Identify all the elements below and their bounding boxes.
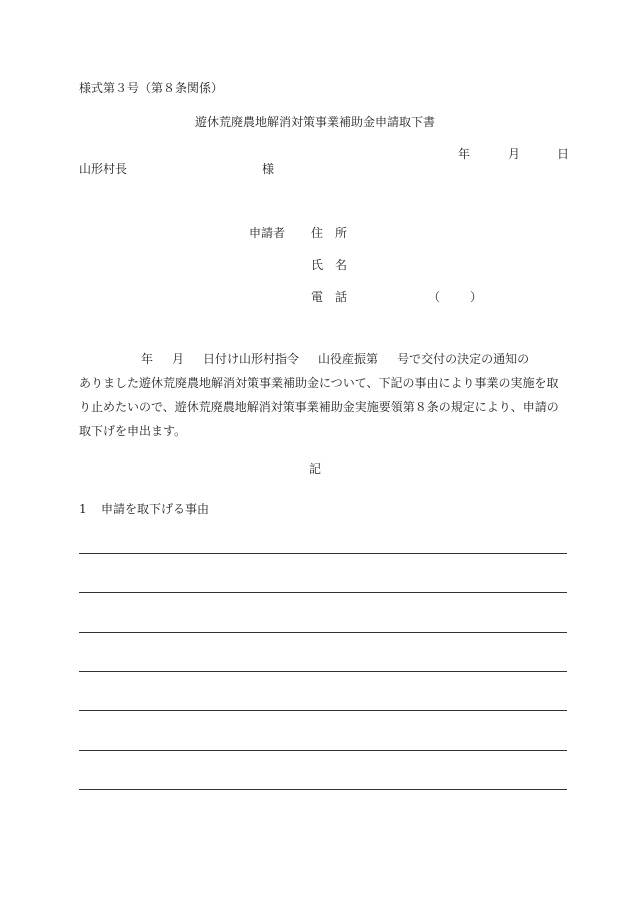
reason-line-5[interactable] [79, 710, 567, 711]
addressee-honorific: 様 [262, 162, 275, 176]
body-line-1 [79, 347, 569, 371]
reason-line-6[interactable] [79, 750, 567, 751]
applicant-address-label: 住 所 [311, 226, 348, 240]
date-month-label: 月 [508, 147, 521, 161]
addressee-name: 山形村長 [79, 162, 128, 176]
reason-line-1[interactable] [79, 553, 567, 554]
reason-line-4[interactable] [79, 671, 567, 672]
form-number: 様式第３号（第８条関係） [79, 81, 224, 95]
section-1-number: 1 [79, 502, 87, 516]
applicant-name-label: 氏 名 [311, 258, 348, 272]
phone-paren-open: （ [428, 290, 441, 304]
reason-line-3[interactable] [79, 632, 567, 633]
section-1-title: 申請を取下げる事由 [101, 502, 210, 516]
body-directive: 日付け山形村指令 [203, 352, 300, 366]
applicant-phone-label: 電 話 [311, 290, 348, 304]
body-line-3: り止めたいので、遊休荒廃農地解消対策事業補助金実施要領第８条の規定により、申請の [79, 400, 559, 414]
reason-line-7[interactable] [79, 789, 567, 790]
body-line-2: ありました遊休荒廃農地解消対策事業補助金について、下記の事由により事業の実施を取 [79, 376, 559, 390]
body-year: 年 [141, 352, 154, 366]
body-month: 月 [172, 352, 185, 366]
document-title: 遊休荒廃農地解消対策事業補助金申請取下書 [194, 115, 435, 129]
body-rest: 号で交付の決定の通知の [397, 352, 530, 366]
reason-line-2[interactable] [79, 592, 567, 593]
date-year-label: 年 [458, 147, 471, 161]
date-day-label: 日 [557, 147, 570, 161]
body-paragraph [79, 347, 569, 443]
section-1-heading [79, 503, 209, 515]
applicant-label: 申請者 [249, 226, 286, 240]
body-line-4: 取下げを申出ます。 [79, 424, 187, 438]
phone-paren-close: ） [470, 290, 483, 304]
ki-heading: 記 [308, 462, 321, 476]
body-dept: 山役産振第 [318, 352, 379, 366]
